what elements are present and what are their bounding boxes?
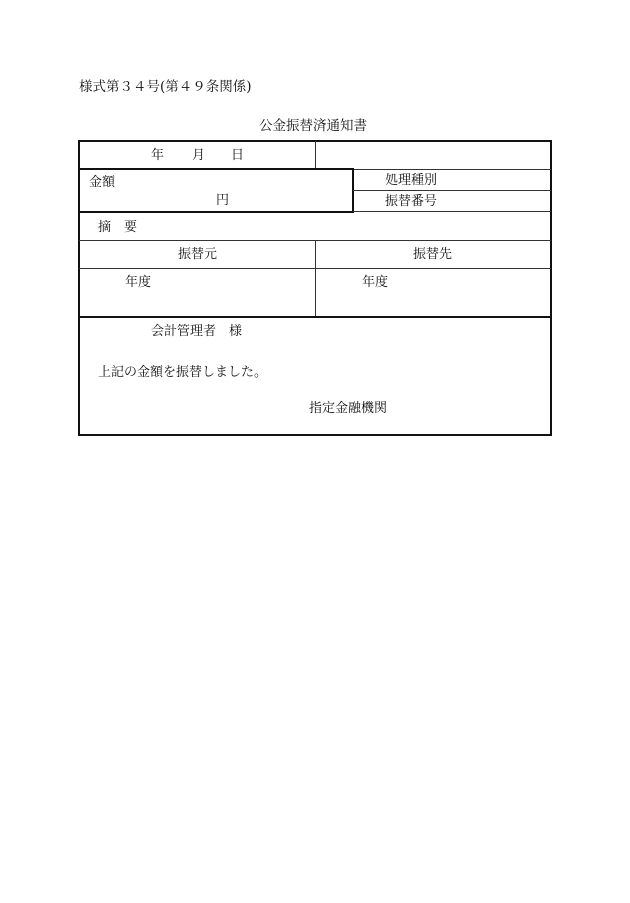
transfer-to-fiscal-year: 年度 <box>362 275 389 290</box>
date-month-label: 月 <box>192 148 206 163</box>
divider <box>315 141 316 170</box>
notice-message: 上記の金額を振替しました。 <box>98 365 268 380</box>
addressee: 会計管理者 様 <box>151 324 243 339</box>
document-title: 公金振替済通知書 <box>259 118 367 134</box>
divider <box>315 241 316 316</box>
summary-label-char1: 摘 <box>98 220 112 235</box>
designated-bank: 指定金融機関 <box>309 401 388 416</box>
transfer-to-label: 振替先 <box>413 247 453 262</box>
divider <box>79 316 551 318</box>
divider <box>353 211 551 212</box>
summary-label-char2: 要 <box>124 220 138 235</box>
processing-type-label: 処理種別 <box>385 173 438 188</box>
divider <box>353 190 551 191</box>
form-number: 様式第３４号(第４９条関係) <box>79 79 252 95</box>
transfer-number-label: 振替番号 <box>385 194 438 209</box>
date-year-label: 年 <box>151 148 165 163</box>
amount-unit: 円 <box>216 193 230 208</box>
date-day-label: 日 <box>231 148 245 163</box>
transfer-from-label: 振替元 <box>178 247 218 262</box>
transfer-from-fiscal-year: 年度 <box>125 275 152 290</box>
amount-label: 金額 <box>89 175 116 190</box>
